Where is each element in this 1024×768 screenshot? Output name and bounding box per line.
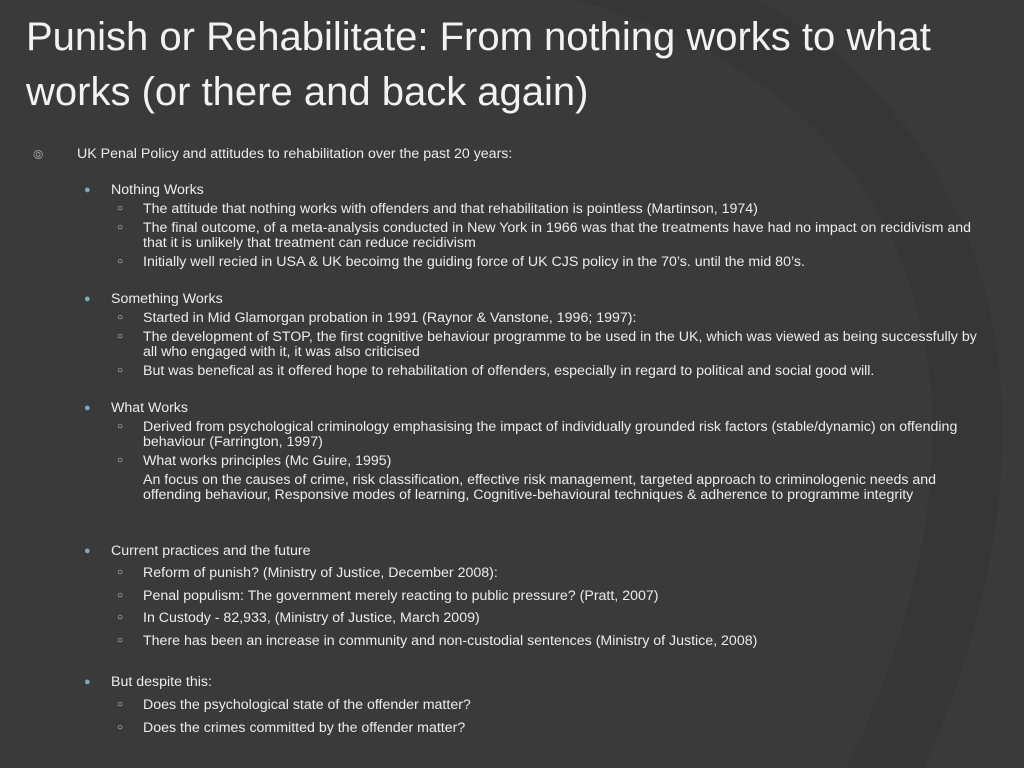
circle-bullet-icon: ○ bbox=[117, 699, 124, 710]
list-item: Started in Mid Glamorgan probation in 1991 (Raynor & Vanstone, 1996; 1997): bbox=[143, 310, 637, 326]
list-item: But was benefical as it offered hope to rehabilitation of offenders, especially in regard to political and social good will. bbox=[143, 363, 875, 379]
intro-text: UK Penal Policy and attitudes to rehabilitation over the past 20 years: bbox=[77, 146, 513, 162]
section-heading: Current practices and the future bbox=[111, 543, 311, 559]
circle-bullet-icon: ○ bbox=[117, 222, 124, 233]
section-bullet-icon: ● bbox=[84, 184, 91, 196]
circle-bullet-icon: ○ bbox=[117, 203, 124, 214]
section-heading: But despite this: bbox=[111, 674, 212, 690]
list-item: Derived from psychological criminology emphasising the impact of individually grounded risk factors (stable/dynamic) on offending behaviour (Farrington, 1997) bbox=[143, 419, 958, 450]
circle-bullet-icon: ○ bbox=[117, 612, 124, 623]
circle-bullet-icon: ○ bbox=[117, 567, 124, 578]
circle-bullet-icon: ○ bbox=[117, 421, 124, 432]
circle-bullet-icon: ○ bbox=[117, 455, 124, 466]
circle-bullet-icon: ○ bbox=[117, 331, 124, 342]
list-item: In Custody - 82,933, (Ministry of Justice, March 2009) bbox=[143, 610, 480, 626]
list-item-continuation: An focus on the causes of crime, risk classification, effective risk management, targeted approach to criminologenic needs and offending behaviour, Responsive modes of learning, Cognitive-behavioural techniques & adherence to programme integrity bbox=[143, 472, 937, 503]
list-item: The attitude that nothing works with offenders and that rehabilitation is pointless (Martinson, 1974) bbox=[143, 201, 758, 217]
list-item: There has been an increase in community and non-custodial sentences (Ministry of Justice, 2008) bbox=[143, 633, 758, 649]
circle-bullet-icon: ○ bbox=[117, 256, 124, 267]
list-item: Does the crimes committed by the offender matter? bbox=[143, 720, 466, 736]
list-item: Penal populism: The government merely reacting to public pressure? (Pratt, 2007) bbox=[143, 588, 659, 604]
circle-bullet-icon: ○ bbox=[117, 722, 124, 733]
circle-bullet-icon: ○ bbox=[117, 635, 124, 646]
circle-bullet-icon: ○ bbox=[117, 312, 124, 323]
list-item: Reform of punish? (Ministry of Justice, December 2008): bbox=[143, 565, 498, 581]
section-bullet-icon: ● bbox=[84, 293, 91, 305]
section-bullet-icon: ● bbox=[84, 545, 91, 557]
section-bullet-icon: ● bbox=[84, 402, 91, 414]
list-item: Does the psychological state of the offender matter? bbox=[143, 697, 471, 713]
ring-bullet-icon: ⦾ bbox=[33, 147, 44, 162]
list-item: Initially well recied in USA & UK becoimg the guiding force of UK CJS policy in the 70’s. until the mid 80’s. bbox=[143, 254, 805, 270]
section-bullet-icon: ● bbox=[84, 676, 91, 688]
circle-bullet-icon: ○ bbox=[117, 365, 124, 376]
list-item: What works principles (Mc Guire, 1995) bbox=[143, 453, 392, 469]
list-item: The development of STOP, the first cognitive behaviour programme to be used in the UK, which was viewed as being successfully by all who engaged with it, it was also criticised bbox=[143, 329, 977, 360]
section-heading: Something Works bbox=[111, 291, 223, 307]
slide-title: Punish or Rehabilitate: From nothing works to what works (or there and back again) bbox=[26, 15, 931, 114]
section-heading: What Works bbox=[111, 400, 188, 416]
circle-bullet-icon: ○ bbox=[117, 590, 124, 601]
list-item: The final outcome, of a meta-analysis conducted in New York in 1966 was that the treatments have had no impact on recidivism and that it is unlikely that treatment can reduce recidivism bbox=[143, 220, 972, 251]
section-heading: Nothing Works bbox=[111, 182, 204, 198]
